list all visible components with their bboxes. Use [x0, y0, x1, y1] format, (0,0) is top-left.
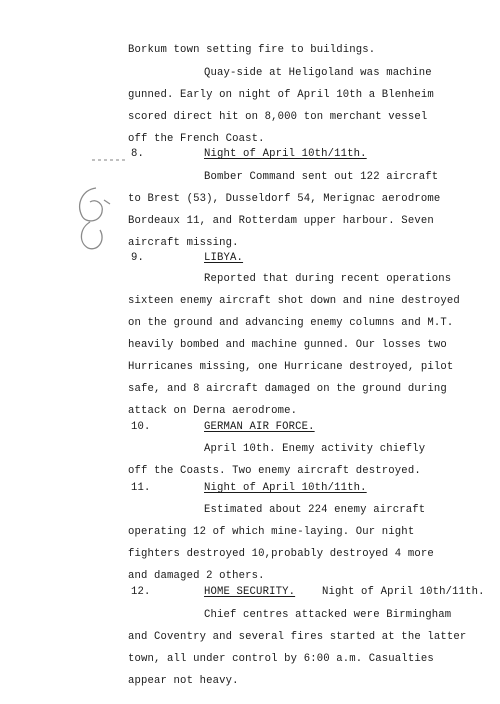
text-line: April 10th. Enemy activity chiefly	[204, 443, 426, 455]
text-line: Bomber Command sent out 122 aircraft	[204, 171, 439, 183]
text-line: Reported that during recent operations	[204, 273, 452, 285]
text-line: safe, and 8 aircraft damaged on the ground during	[128, 383, 447, 395]
text-line: aircraft missing.	[128, 237, 239, 249]
text-line: heavily bombed and machine gunned. Our losses two	[128, 339, 447, 351]
text-line: on the ground and advancing enemy columns and M.T.	[128, 317, 454, 329]
text-line: and Coventry and several fires started at the latter	[128, 631, 467, 643]
section-heading: Night of April 10th/11th.	[204, 482, 367, 494]
section-number: 8.	[131, 148, 145, 160]
text-line: appear not heavy.	[128, 675, 239, 687]
section-number: 12.	[131, 586, 151, 598]
section-heading: GERMAN AIR FORCE.	[204, 421, 315, 433]
text-line: Borkum town setting fire to buildings.	[128, 44, 376, 56]
text-line: and damaged 2 others.	[128, 570, 265, 582]
section-heading: Night of April 10th/11th.	[204, 148, 367, 160]
section-number: 9.	[131, 252, 145, 264]
margin-handwritten-mark	[70, 182, 118, 254]
margin-dash-mark	[92, 158, 128, 162]
text-line: scored direct hit on 8,000 ton merchant vessel	[128, 111, 428, 123]
section-heading: LIBYA.	[204, 252, 244, 264]
text-line: to Brest (53), Dusseldorf 54, Merignac aerodrome	[128, 193, 441, 205]
text-line: fighters destroyed 10,probably destroyed 4 more	[128, 548, 434, 560]
text-line: operating 12 of which mine-laying. Our night	[128, 526, 415, 538]
text-line: Bordeaux 11, and Rotterdam upper harbour. Seven	[128, 215, 434, 227]
text-line: Hurricanes missing, one Hurricane destroyed, pilot	[128, 361, 454, 373]
text-line: gunned. Early on night of April 10th a Blenheim	[128, 89, 434, 101]
section-heading: HOME SECURITY.	[204, 586, 296, 598]
text-line: Night of April 10th/11th.	[322, 586, 485, 598]
text-line: off the Coasts. Two enemy aircraft destroyed.	[128, 465, 421, 477]
section-number: 11.	[131, 482, 151, 494]
text-line: attack on Derna aerodrome.	[128, 405, 298, 417]
text-line: sixteen enemy aircraft shot down and nine destroyed	[128, 295, 460, 307]
text-line: off the French Coast.	[128, 133, 265, 145]
section-number: 10.	[131, 421, 151, 433]
text-line: town, all under control by 6:00 a.m. Casualties	[128, 653, 434, 665]
text-line: Estimated about 224 enemy aircraft	[204, 504, 426, 516]
text-line: Quay-side at Heligoland was machine	[204, 67, 432, 79]
text-line: Chief centres attacked were Birmingham	[204, 609, 452, 621]
